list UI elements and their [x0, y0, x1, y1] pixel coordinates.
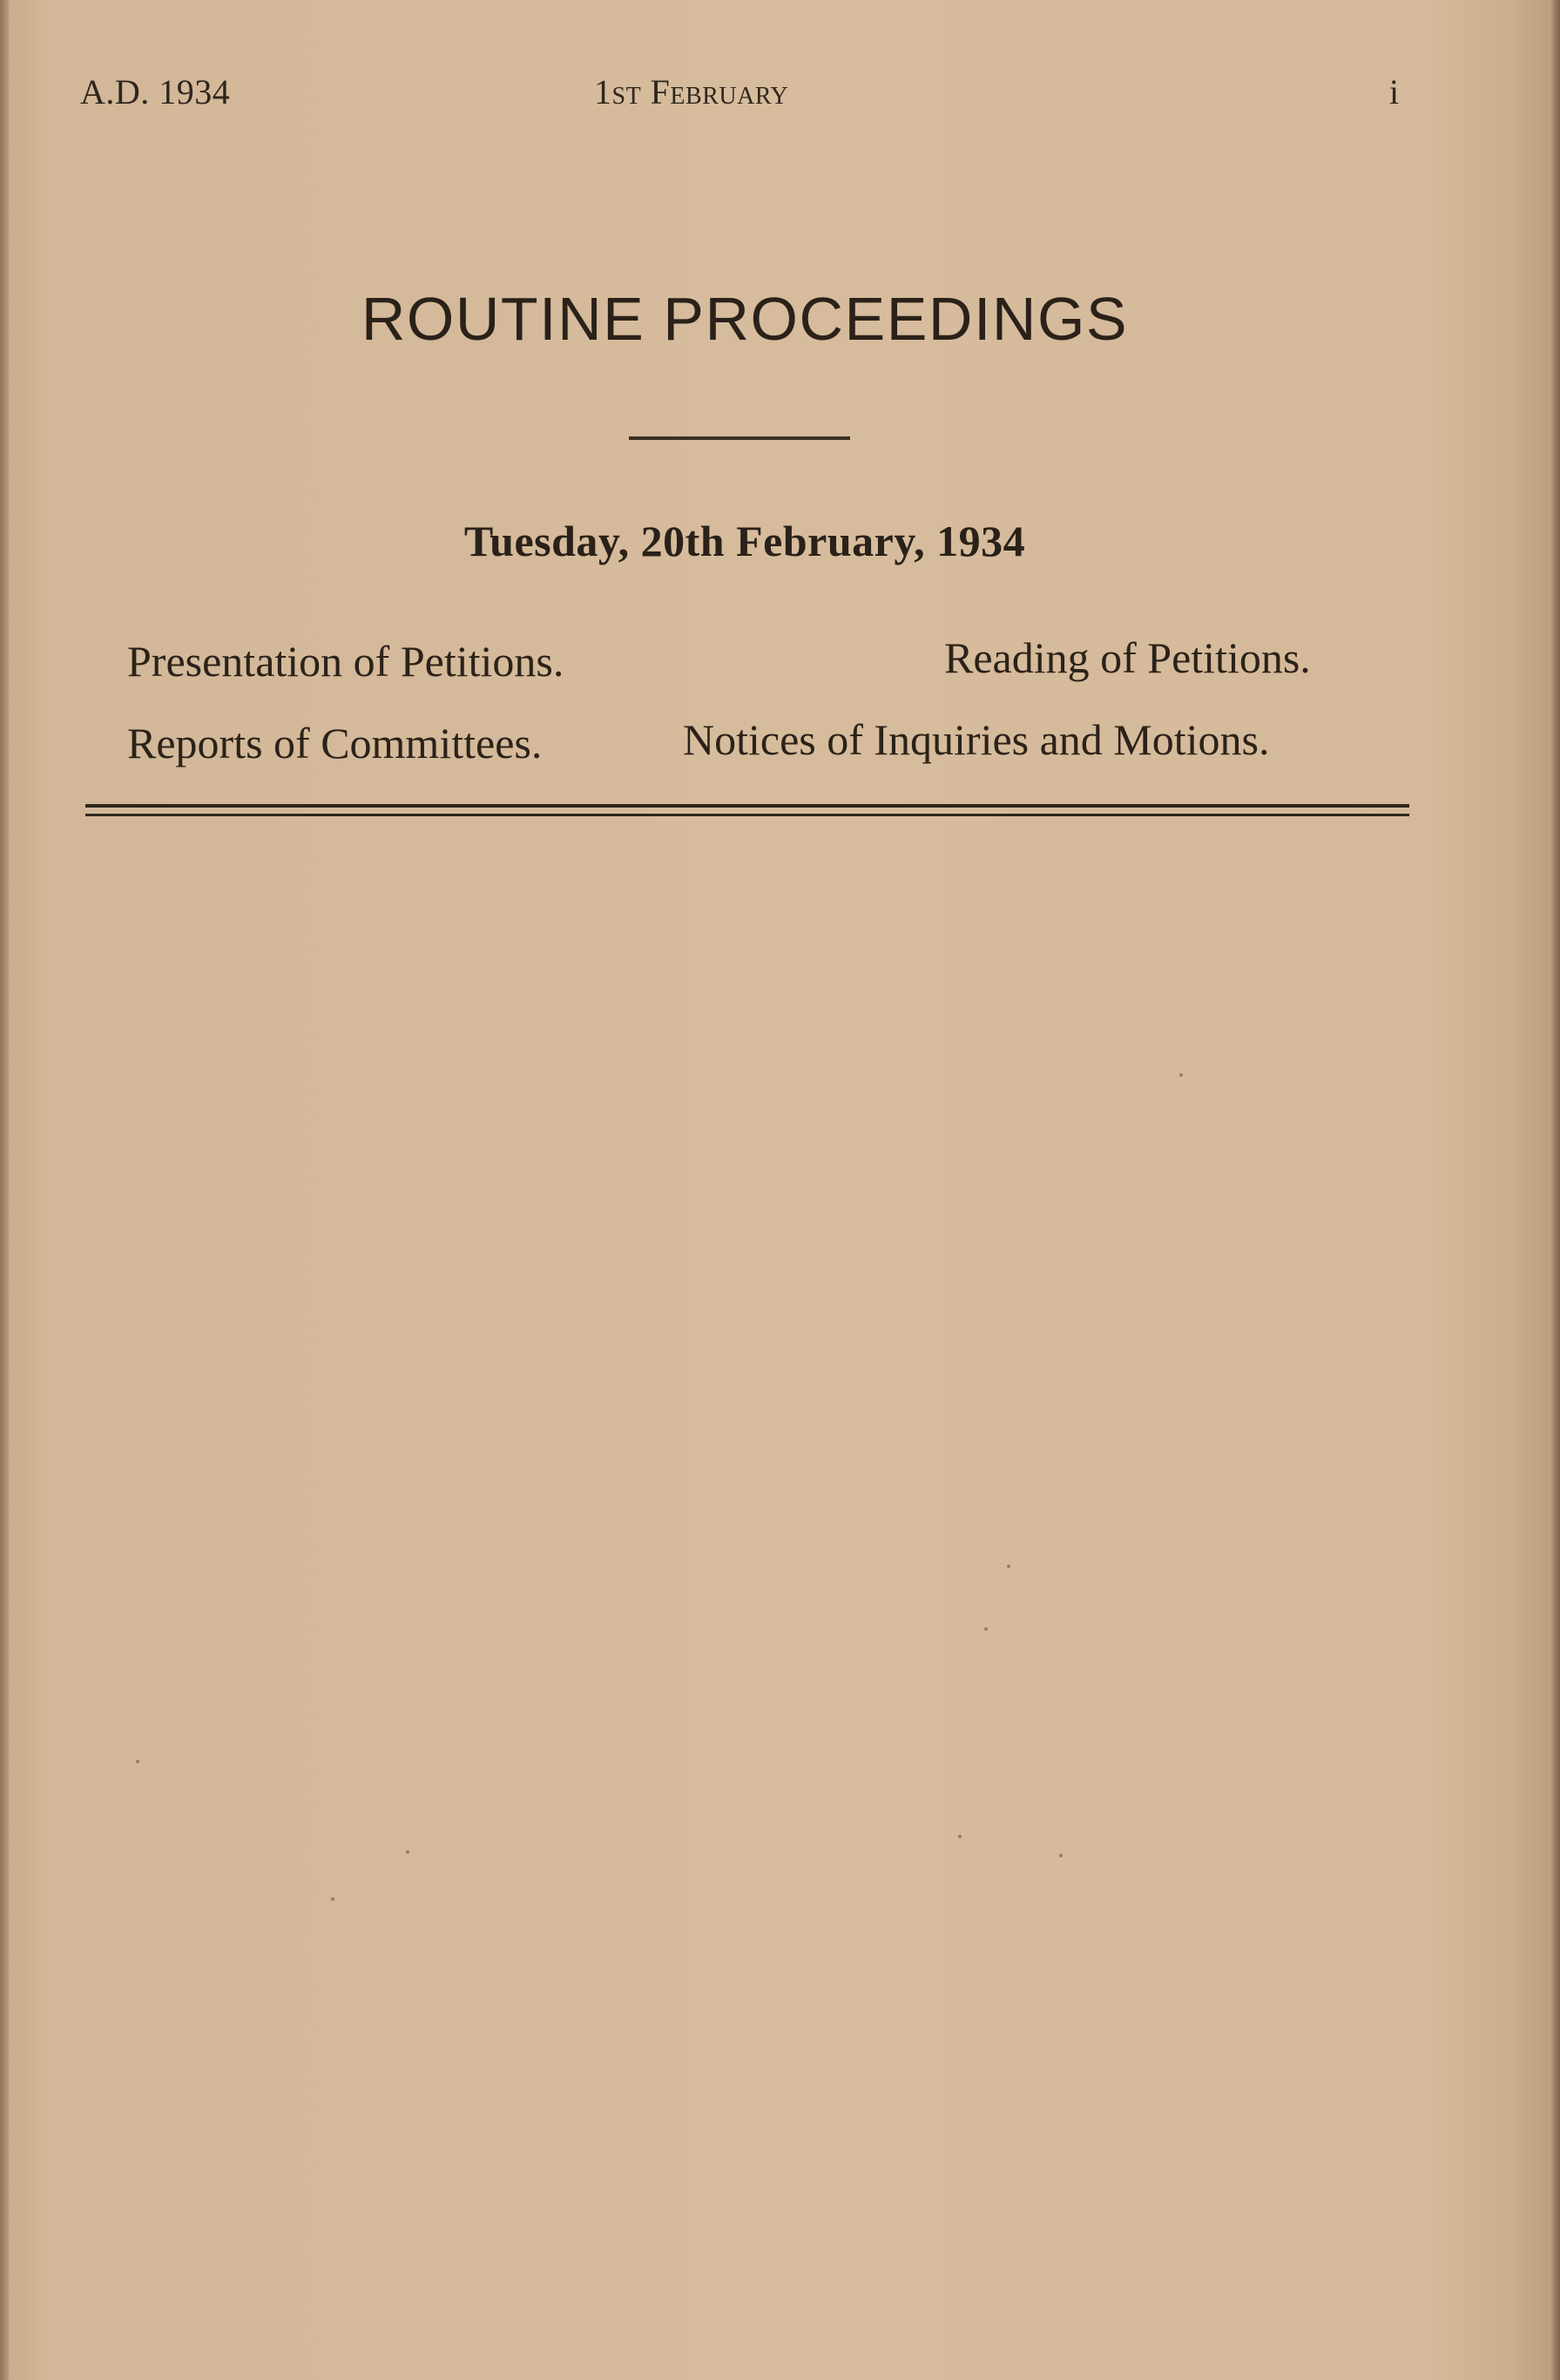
- running-head-year: A.D. 1934: [80, 72, 231, 112]
- proceeding-item-reading-of-petitions: Reading of Petitions.: [944, 633, 1311, 682]
- proceeding-item-notices-of-inquiries: Notices of Inquiries and Motions.: [683, 715, 1270, 764]
- paper-speck: [984, 1627, 988, 1631]
- paper-speck: [1179, 1073, 1183, 1077]
- double-rule-top: [85, 804, 1409, 808]
- paper-speck: [406, 1850, 409, 1854]
- page-left-edge: [0, 0, 9, 2380]
- proceeding-item-presentation-of-petitions: Presentation of Petitions.: [127, 637, 564, 686]
- running-head-date: 1st February: [594, 72, 789, 112]
- page-title: ROUTINE PROCEEDINGS: [361, 285, 1129, 353]
- page-number: i: [1389, 72, 1400, 112]
- paper-speck: [958, 1835, 962, 1838]
- paper-speck: [136, 1760, 139, 1763]
- proceeding-item-reports-of-committees: Reports of Committees.: [127, 719, 543, 767]
- page-right-edge: [1550, 0, 1560, 2380]
- paper-speck: [1059, 1854, 1063, 1857]
- title-rule: [629, 436, 850, 440]
- paper-speck: [331, 1897, 334, 1901]
- sitting-date: Tuesday, 20th February, 1934: [463, 517, 1026, 565]
- double-rule-bottom: [85, 814, 1409, 816]
- paper-speck: [1007, 1565, 1010, 1568]
